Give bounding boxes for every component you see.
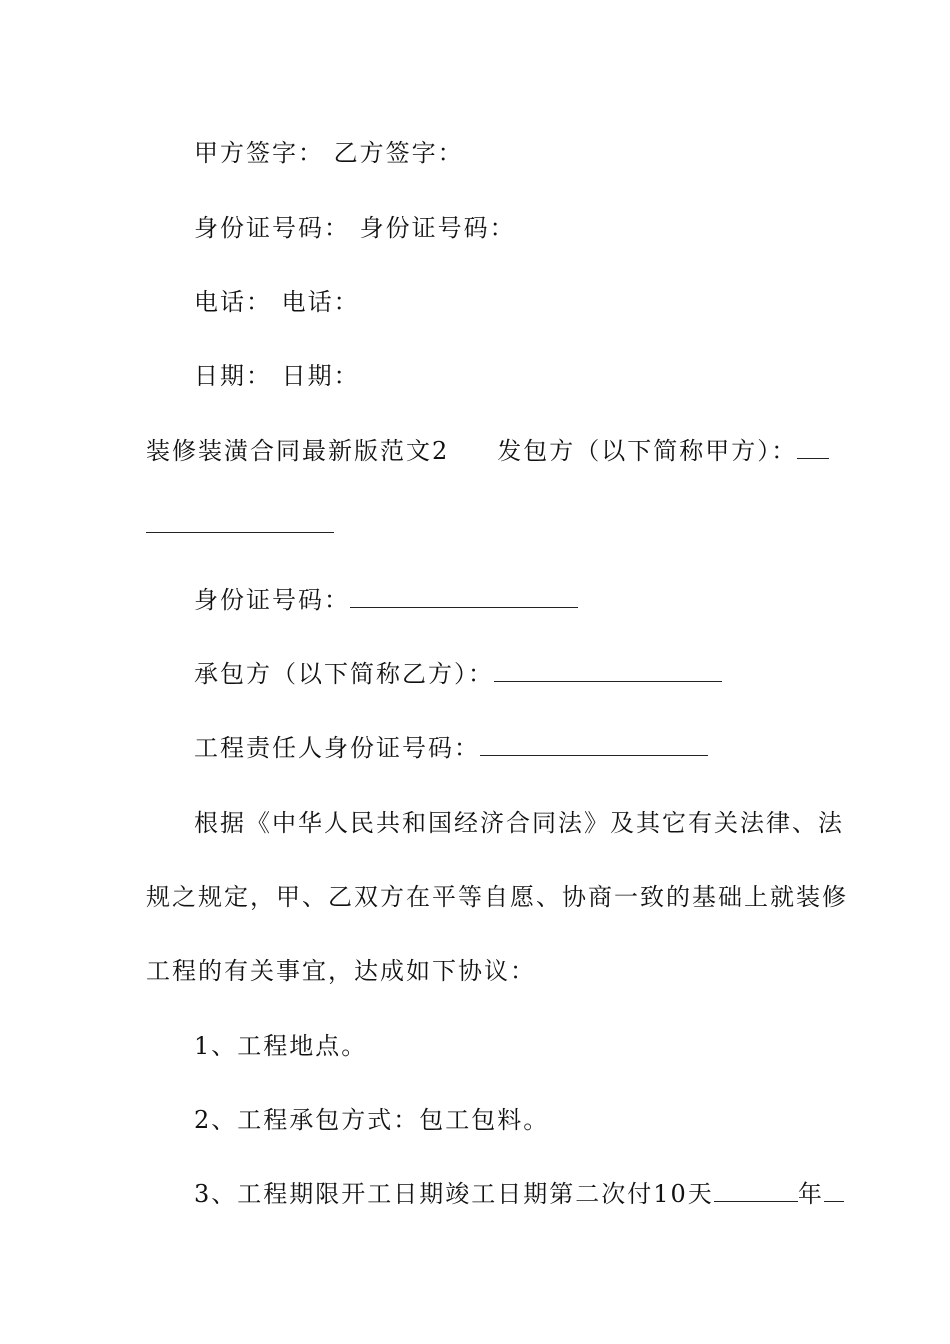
employer-id-blank <box>350 587 578 608</box>
clause-2-line <box>146 1104 854 1136</box>
clause-1-text: 1、工程地点。 <box>194 1032 368 1060</box>
project-manager-id-line <box>146 732 854 764</box>
phone-line <box>146 286 854 318</box>
clause-2-text: 2、工程承包方式：包工包料。 <box>194 1106 550 1134</box>
employer-label: 发包方（以下简称甲方）： <box>497 437 798 465</box>
signature-text: 甲方签字： 乙方签字： <box>194 139 464 167</box>
employer-blank-continuation <box>146 509 806 541</box>
preamble-text-2: 规之规定，甲、乙双方在平等自愿、协商一致的基础上就装修 <box>146 883 848 911</box>
preamble-text-3: 工程的有关事宜，达成如下协议： <box>146 957 536 985</box>
clause-3-line <box>146 1178 854 1210</box>
contractor-line <box>146 658 854 690</box>
year-blank <box>824 1181 844 1202</box>
employer-blank-end <box>797 438 829 459</box>
preamble-line-1 <box>146 807 854 839</box>
date-line <box>146 360 854 392</box>
signature-line <box>146 137 854 169</box>
date-text: 日期： 日期： <box>194 362 360 390</box>
contract-heading-line <box>146 435 806 467</box>
clause-3-text: 3、工程期限开工日期竣工日期第二次付10天 <box>194 1180 714 1208</box>
employer-id-line <box>146 584 854 616</box>
contractor-label: 承包方（以下简称乙方）： <box>194 660 494 688</box>
project-manager-id-blank <box>480 735 708 756</box>
contractor-blank <box>494 661 722 682</box>
employer-blank-line <box>146 512 334 533</box>
preamble-text-1: 根据《中华人民共和国经济合同法》及其它有关法律、法 <box>194 809 844 837</box>
id-number-text: 身份证号码： 身份证号码： <box>194 214 516 242</box>
clause-1-line <box>146 1030 854 1062</box>
phone-text: 电话： 电话： <box>194 288 360 316</box>
contract-title: 装修装潢合同最新版范文2 <box>146 437 450 465</box>
preamble-line-2 <box>146 881 848 913</box>
id-number-line <box>146 212 854 244</box>
employer-id-label: 身份证号码： <box>194 586 350 614</box>
clause-3-blank <box>714 1181 798 1202</box>
year-label: 年 <box>797 1180 824 1208</box>
project-manager-id-label: 工程责任人身份证号码： <box>194 734 480 762</box>
preamble-line-3 <box>146 955 806 987</box>
